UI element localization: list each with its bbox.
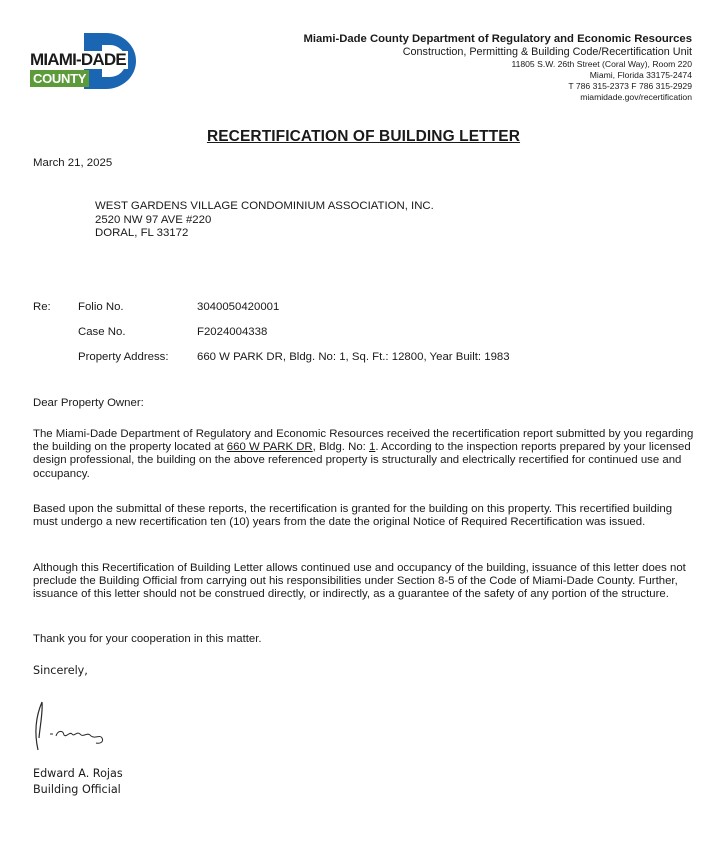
- case-value: F2024004338: [197, 326, 268, 338]
- phone-numbers: T 786 315-2373 F 786 315-2929: [568, 81, 692, 91]
- logo-top-text: MIAMI-DADE: [30, 50, 126, 69]
- recipient-street: 2520 NW 97 AVE #220: [95, 213, 212, 226]
- case-label: Case No.: [78, 326, 126, 338]
- handwritten-signature: [30, 698, 110, 754]
- greeting: Dear Property Owner:: [33, 397, 144, 409]
- folio-value: 3040050420001: [197, 301, 280, 313]
- street-address: 11805 S.W. 26th Street (Coral Way), Room 220: [511, 59, 692, 69]
- miami-dade-logo: [30, 33, 150, 91]
- letterhead: [303, 33, 692, 103]
- website: miamidade.gov/recertification: [580, 92, 692, 102]
- paragraph-recertification: Based upon the submittal of these reports, the recertification is granted for the building on this property. This recertified building must undergo a new recertification ten (10) years from the date the original Notice of Required Recertification was issued.: [33, 503, 673, 529]
- property-address-label: Property Address:: [78, 351, 169, 363]
- paragraph-liability: Although this Recertification of Building Letter allows continued use and occupancy of the building, issuance of this letter does not preclude the Building Official from carrying out his responsibilities under Section 8-5 of the Code of Miami-Dade County. Further, issuance of this letter should not be construed directly, or indirectly, as a guarantee of the safety of any portion of the structure.: [33, 562, 686, 601]
- logo-bottom-text: COUNTY: [30, 70, 89, 87]
- para1-mid: , Bldg. No:: [312, 441, 370, 454]
- property-address-value: 660 W PARK DR, Bldg. No: 1, Sq. Ft.: 12800, Year Built: 1983: [197, 351, 510, 363]
- para1-bldg: 1: [369, 441, 376, 454]
- para1-after: . According to the inspection reports prepared by your licensed design professional, the building on the above referenced property is structurally and electrically recertified for continued use and occupancy.: [33, 441, 691, 480]
- signer-name: Edward A. Rojas: [33, 767, 123, 780]
- department-name: Miami-Dade County Department of Regulatory and Economic Resources: [303, 33, 692, 45]
- recipient-city: DORAL, FL 33172: [95, 227, 189, 239]
- thanks-line: Thank you for your cooperation in this matter.: [33, 633, 262, 645]
- re-label: Re:: [33, 301, 51, 313]
- signer-title: Building Official: [33, 783, 121, 796]
- city-address: Miami, Florida 33175-2474: [589, 70, 692, 80]
- para1-before: The Miami-Dade Department of Regulatory and Economic Resources received the recertification report submitted by you regarding the building on the property located at: [33, 428, 694, 454]
- para1-address: 660 W PARK DR: [226, 441, 313, 454]
- folio-label: Folio No.: [78, 301, 124, 313]
- recipient-address: [95, 200, 434, 241]
- paragraph-inspection: [33, 428, 699, 481]
- unit-name: Construction, Permitting & Building Code/Recertification Unit: [402, 46, 692, 58]
- closing: Sincerely,: [33, 664, 88, 677]
- letter-date: March 21, 2025: [33, 157, 113, 169]
- letter-title: RECERTIFICATION OF BUILDING LETTER: [206, 128, 521, 145]
- recipient-name: WEST GARDENS VILLAGE CONDOMINIUM ASSOCIATION, INC.: [95, 200, 434, 212]
